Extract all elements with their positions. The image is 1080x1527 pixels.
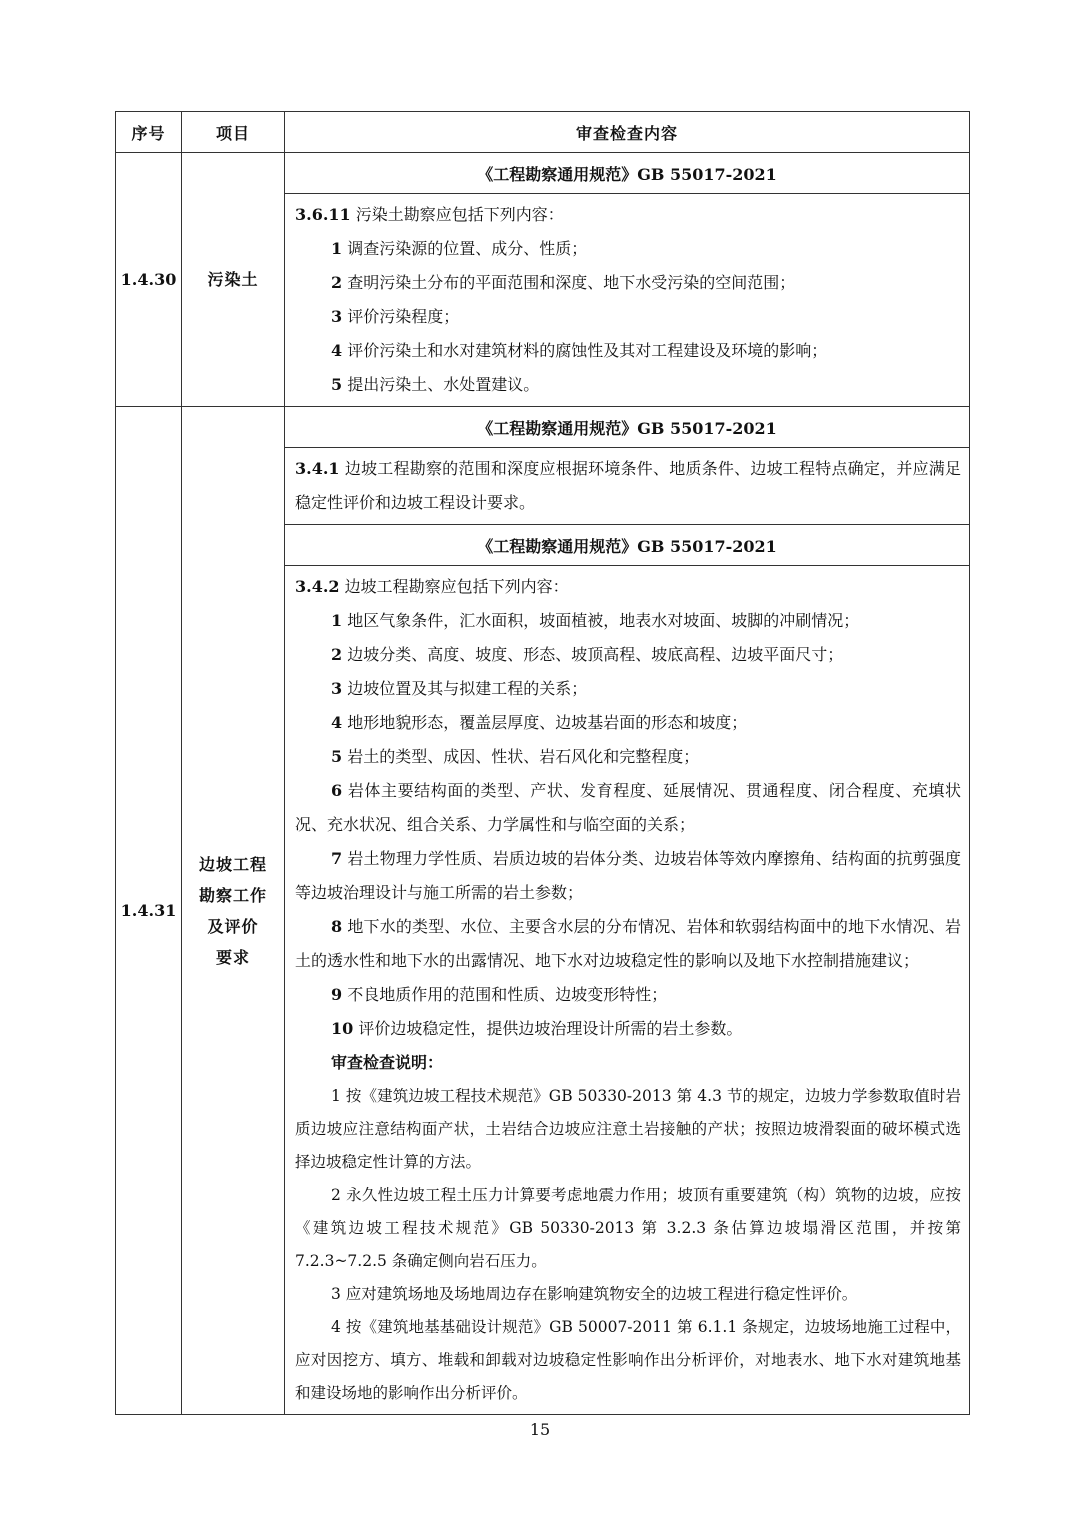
clause-content [285, 194, 970, 407]
list-item: 2 查明污染土分布的平面范围和深度、地下水受污染的空间范围； [331, 273, 796, 292]
list-item: 9 不良地质作用的范围和性质、边坡变形特性； [331, 985, 668, 1004]
clause-text: 边坡工程勘察应包括下列内容： [344, 577, 569, 596]
page-number: 15 [529, 1420, 551, 1439]
clause-number: 3.4.2 [295, 577, 340, 596]
clause-text: 边坡工程勘察的范围和深度应根据环境条件、地质条件、边坡工程特点确定，并应满足稳定性评价和边坡工程设计要求。 [295, 459, 961, 512]
list-item: 2 边坡分类、高度、坡度、形态、坡顶高程、坡底高程、边坡平面尺寸； [331, 645, 844, 664]
review-table [115, 111, 970, 1415]
list-item: 4 评价污染土和水对建筑材料的腐蚀性及其对工程建设及环境的影响； [331, 341, 828, 360]
clause-number: 3.6.11 [295, 205, 351, 224]
list-item: 10 评价边坡稳定性，提供边坡治理设计所需的岩土参数。 [331, 1019, 743, 1038]
clause-text: 污染土勘察应包括下列内容： [355, 205, 564, 224]
list-item: 5 岩土的类型、成因、性状、岩石风化和完整程度； [331, 747, 700, 766]
list-item: 1 调查污染源的位置、成分、性质； [331, 239, 588, 258]
clause-content [285, 566, 970, 1415]
row-item [182, 153, 285, 407]
list-item: 3 边坡位置及其与拟建工程的关系； [331, 679, 588, 698]
row-item [182, 407, 285, 1415]
standard-title: 《工程勘察通用规范》GB 55017-2021 [285, 525, 970, 566]
note-item: 3 应对建筑场地及场地周边存在影响建筑物安全的边坡工程进行稳定性评价。 [331, 1285, 858, 1303]
row-item-line: 勘察工作 [198, 885, 267, 905]
row-item-line: 污染土 [207, 270, 259, 289]
row-index: 1.4.31 [116, 407, 182, 1415]
list-item: 7 岩土物理力学性质、岩质边坡的岩体分类、边坡岩体等效内摩擦角、结构面的抗剪强度等边坡治理设计与施工所需的岩土参数； [295, 849, 961, 902]
note-item: 1 按《建筑边坡工程技术规范》GB 50330-2013 第 4.3 节的规定，边坡力学参数取值时岩质边坡应注意结构面产状，土岩结合边坡应注意土岩接触的产状；按照边坡滑裂面的破坏模式选择边坡稳定性计算的方法。 [295, 1087, 961, 1171]
standard-title: 《工程勘察通用规范》GB 55017-2021 [285, 153, 970, 194]
note-title: 审查检查说明： [331, 1053, 444, 1072]
note-item: 4 按《建筑地基基础设计规范》GB 50007-2011 第 6.1.1 条规定，边坡场地施工过程中，应对因挖方、填方、堆载和卸载对边坡稳定性影响作出分析评价，对地表水、地下水对建筑地基和建设场地的影响作出分析评价。 [295, 1318, 961, 1402]
row-item-line: 及评价 [207, 916, 259, 936]
list-item: 3 评价污染程度； [331, 307, 460, 326]
row-item-line: 边坡工程 [198, 854, 267, 874]
clause-number: 3.4.1 [295, 459, 340, 478]
list-item: 5 提出污染土、水处置建议。 [331, 375, 540, 394]
table-row [116, 407, 970, 448]
list-item: 6 岩体主要结构面的类型、产状、发育程度、延展情况、贯通程度、闭合程度、充填状况、充水状况、组合关系、力学属性和与临空面的关系； [295, 781, 961, 834]
header-content: 审查检查内容 [285, 112, 970, 153]
standard-title: 《工程勘察通用规范》GB 55017-2021 [285, 407, 970, 448]
header-item: 项目 [182, 112, 285, 153]
list-item: 8 地下水的类型、水位、主要含水层的分布情况、岩体和软弱结构面中的地下水情况、岩土的透水性和地下水的出露情况、地下水对边坡稳定性的影响以及地下水控制措施建议； [295, 917, 961, 970]
header-index: 序号 [116, 112, 182, 153]
list-item: 4 地形地貌形态，覆盖层厚度、边坡基岩面的形态和坡度； [331, 713, 748, 732]
row-item-line: 要求 [215, 947, 250, 967]
table-row [116, 153, 970, 194]
list-item: 1 地区气象条件，汇水面积，坡面植被，地表水对坡面、坡脚的冲刷情况； [331, 611, 860, 630]
row-index: 1.4.30 [116, 153, 182, 407]
note-item: 2 永久性边坡工程土压力计算要考虑地震力作用；坡顶有重要建筑（构）筑物的边坡，应按《建筑边坡工程技术规范》GB 50330-2013 第 3.2.3 条估算边坡塌滑区范围，并按第 7.2.3~7.2.5 条确定侧向岩石压力。 [295, 1186, 961, 1270]
table-header-row [116, 112, 970, 153]
clause-content [285, 448, 970, 525]
